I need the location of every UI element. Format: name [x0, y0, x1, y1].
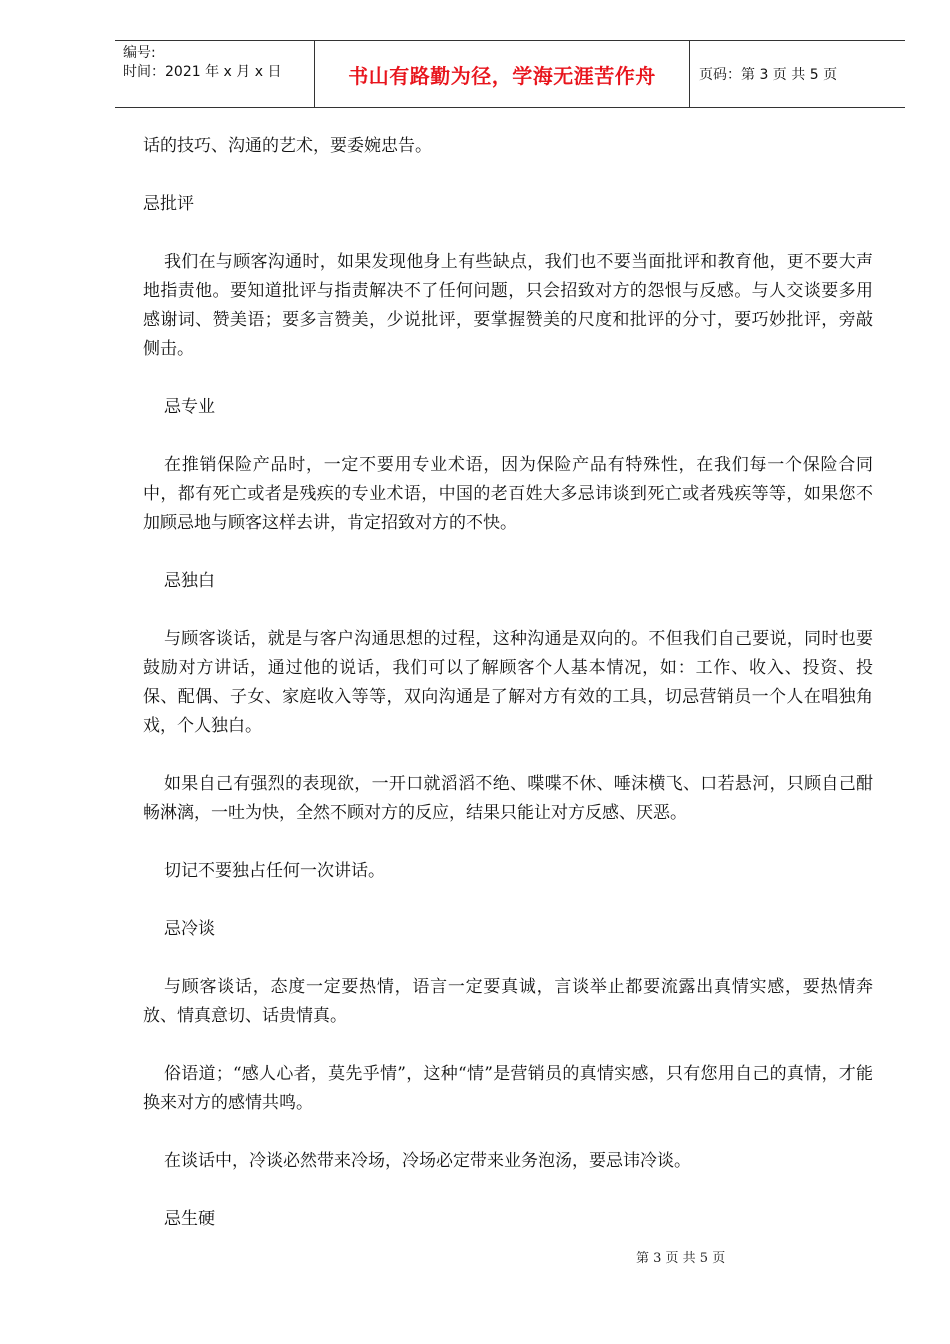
- document-body: [143, 132, 873, 1263]
- paragraph: 俗语道；“感人心者，莫先乎情”，这种“情”是营销员的真情实感，只有您用自己的真情，才能换来对方的感情共鸣。: [143, 1064, 873, 1113]
- section-heading: 忌冷谈: [164, 919, 215, 939]
- paragraph: 如果自己有强烈的表现欲，一开口就滔滔不绝、喋喋不休、唾沫横飞、口若悬河，只顾自己酣畅淋漓，一吐为快，全然不顾对方的反应，结果只能让对方反感、厌恶。: [143, 774, 873, 823]
- paragraph: 与顾客谈话，就是与客户沟通思想的过程，这种沟通是双向的。不但我们自己要说，同时也要鼓励对方讲话，通过他的说话，我们可以了解顾客个人基本情况，如：工作、收入、投资、投保、配偶、子女、家庭收入等等，双向沟通是了解对方有效的工具，切忌营销员一个人在唱独角戏，个人独白。: [143, 629, 873, 736]
- paragraph: 在推销保险产品时，一定不要用专业术语，因为保险产品有特殊性，在我们每一个保险合同中，都有死亡或者是残疾的专业术语，中国的老百姓大多忌讳谈到死亡或者残疾等等，如果您不加顾忌地与顾客这样去讲，肯定招致对方的不快。: [143, 455, 873, 533]
- section-heading: 忌生硬: [164, 1209, 215, 1229]
- section-heading: 忌独白: [164, 571, 215, 591]
- section-heading: 忌批评: [143, 194, 194, 214]
- document-date: 时间：2021 年 x 月 x 日: [123, 64, 282, 80]
- section-heading: 忌专业: [164, 397, 215, 417]
- paragraph: 在谈话中，冷谈必然带来冷场，冷场必定带来业务泡汤，要忌讳冷谈。: [164, 1151, 691, 1171]
- page-footer: 第 3 页 共 5 页: [636, 1251, 726, 1266]
- paragraph: 切记不要独占任何一次讲话。: [164, 861, 385, 881]
- paragraph: 我们在与顾客沟通时，如果发现他身上有些缺点，我们也不要当面批评和教育他，更不要大声地指责他。要知道批评与指责解决不了任何问题，只会招致对方的怨恨与反感。与人交谈要多用感谢词、赞美语；要多言赞美，少说批评，要掌握赞美的尺度和批评的分寸，要巧妙批评，旁敲侧击。: [143, 252, 873, 359]
- header-page-info: 页码：第 3 页 共 5 页: [699, 67, 838, 83]
- header-slogan: 书山有路勤为径，学海无涯苦作舟: [315, 41, 690, 107]
- paragraph: 与顾客谈话，态度一定要热情，语言一定要真诚，言谈举止都要流露出真情实感，要热情奔放、情真意切、话贵情真。: [143, 977, 873, 1026]
- document-number-label: 编号:: [123, 45, 156, 61]
- page-header: [115, 40, 905, 108]
- paragraph: 话的技巧、沟通的艺术，要委婉忠告。: [143, 136, 432, 156]
- header-meta: [115, 41, 315, 107]
